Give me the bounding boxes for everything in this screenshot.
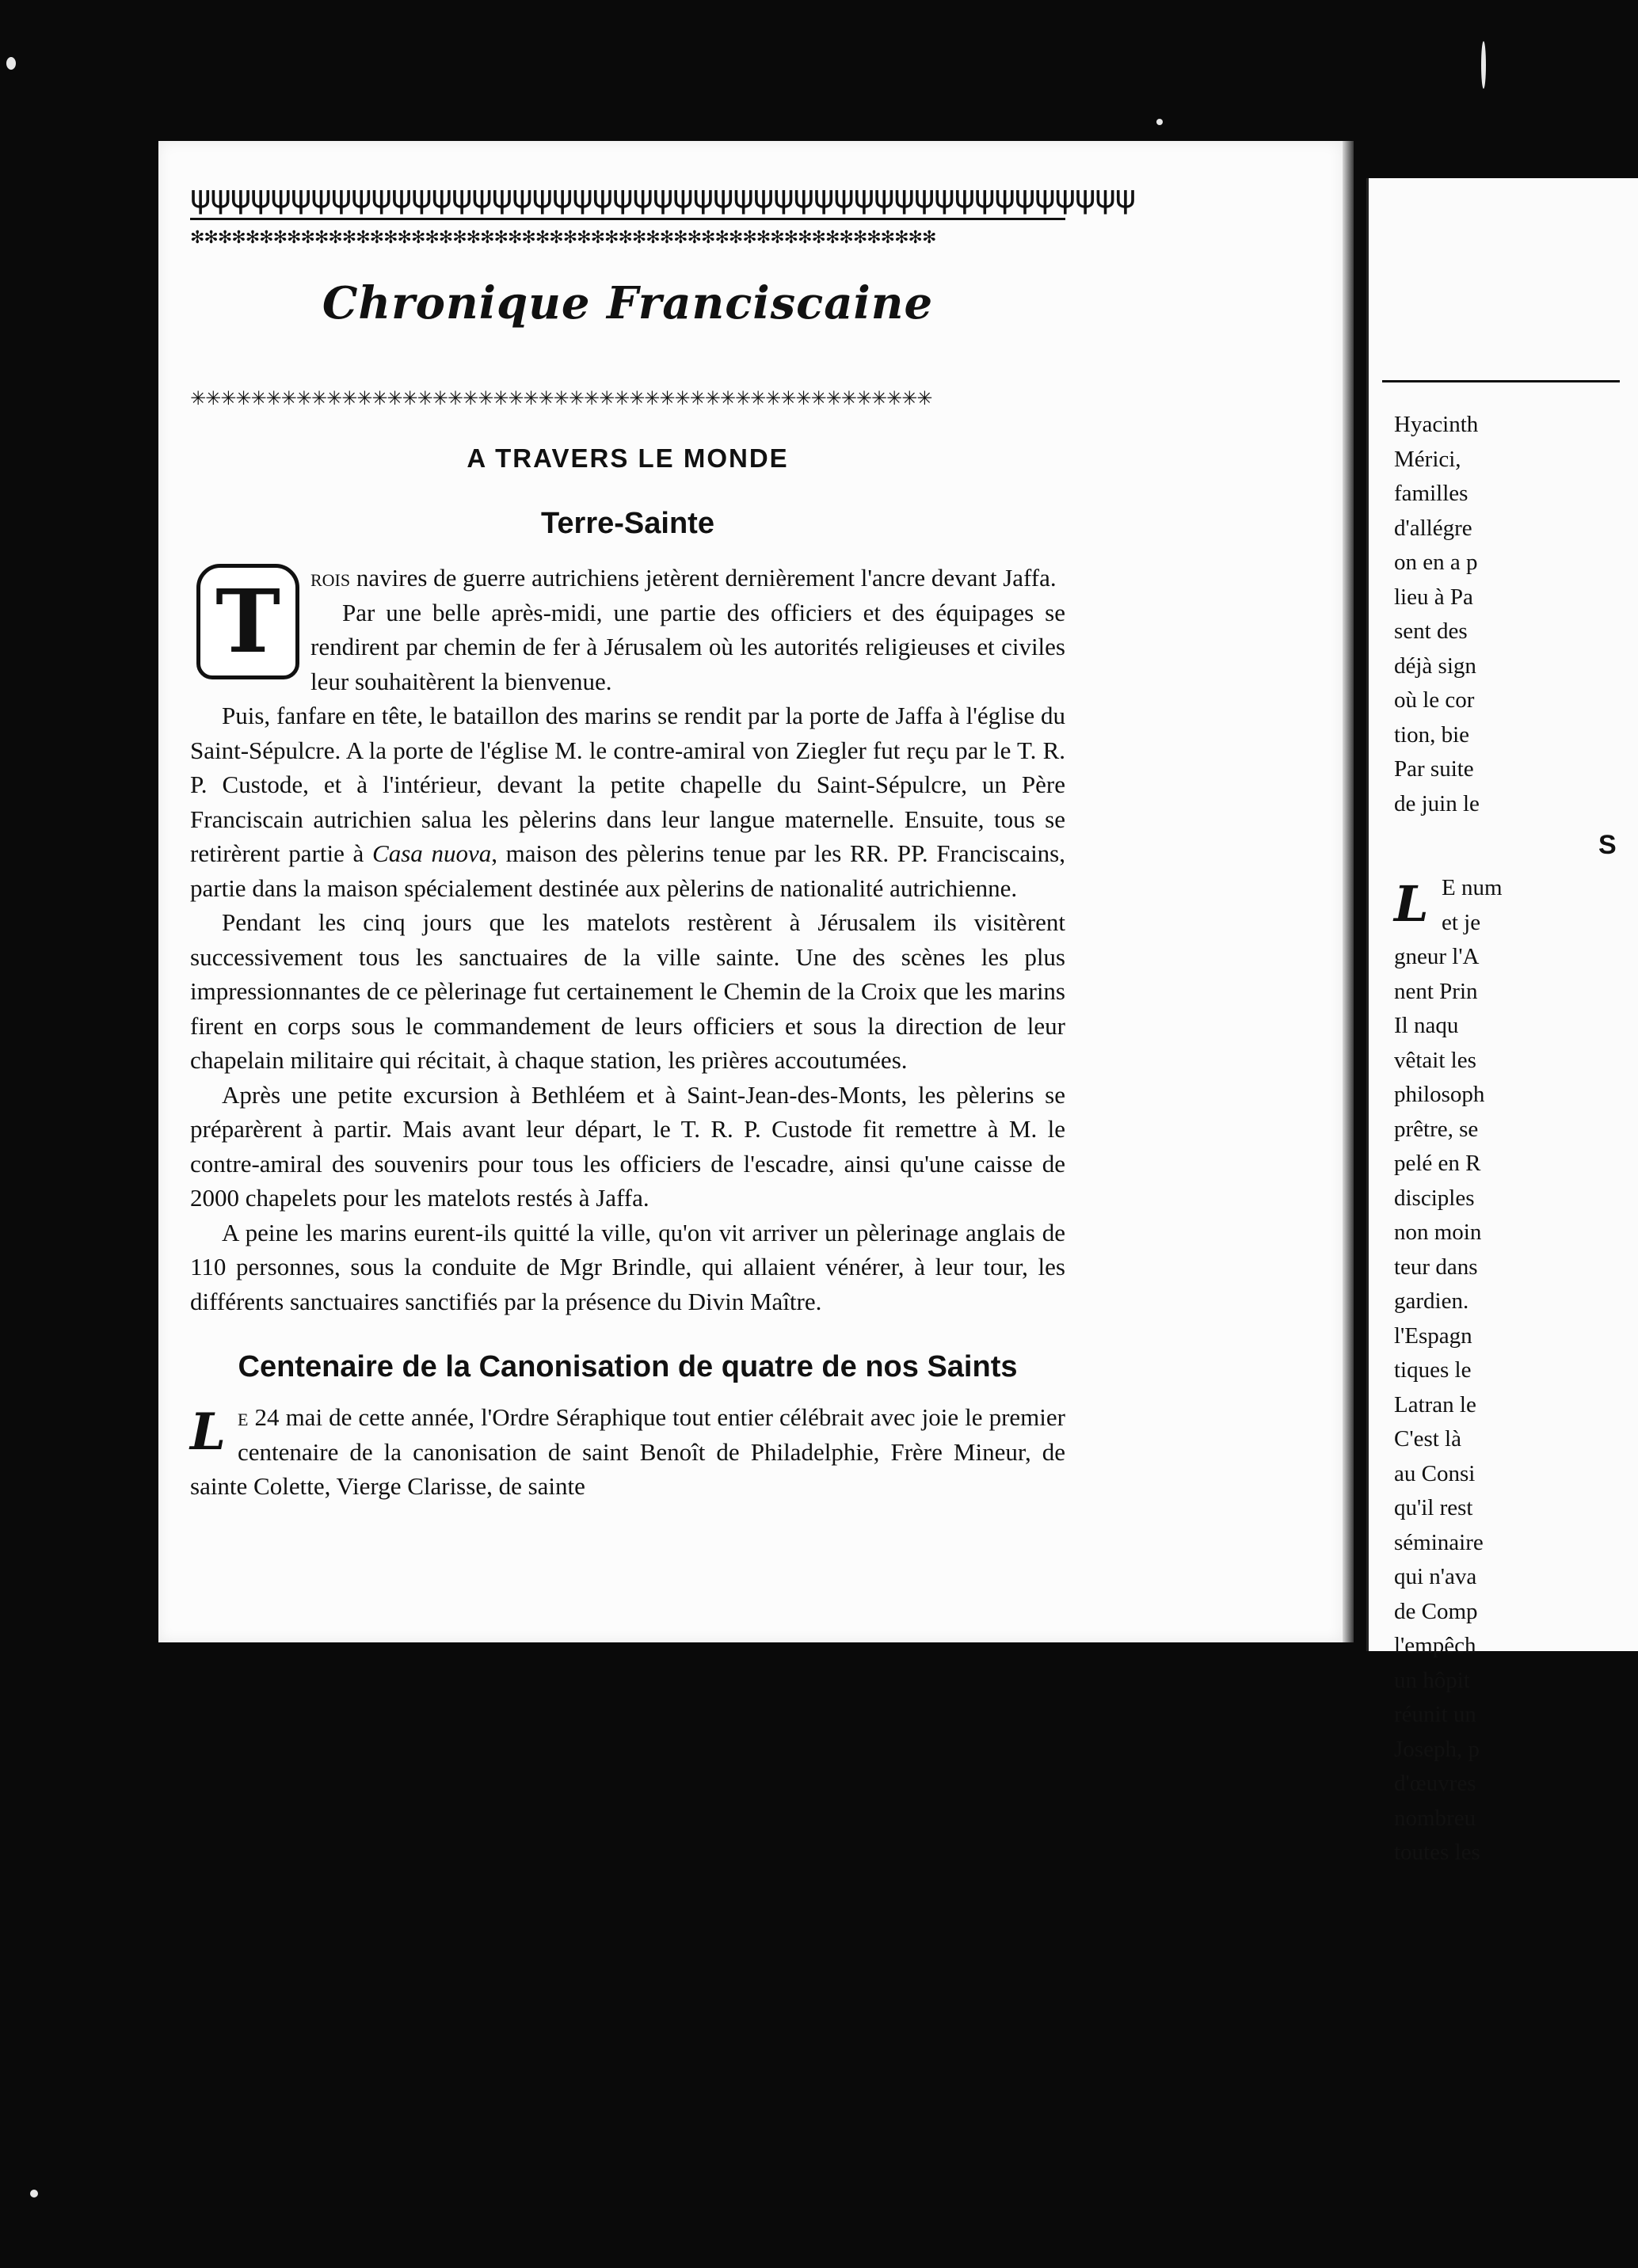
- scan-speck: [30, 2190, 38, 2198]
- right-page-line: gneur l'A: [1394, 944, 1480, 969]
- right-page-line: Il naqu: [1394, 1013, 1459, 1038]
- right-page-line: vêtait les: [1394, 1047, 1476, 1073]
- right-page-line: déjà sign: [1394, 653, 1476, 679]
- right-page-line: toutes les: [1394, 1840, 1480, 1865]
- section-heading-centenaire: Centenaire de la Canonisation de quatre de nos Saints: [238, 1350, 1018, 1383]
- right-page-line: qui n'ava: [1394, 1564, 1477, 1589]
- scan-speck: [1156, 119, 1163, 125]
- ornament-rule: [190, 218, 1065, 220]
- paragraph: [190, 1400, 1065, 1504]
- right-page-line: l'empêch: [1394, 1633, 1476, 1658]
- right-page-line: E num: [1442, 875, 1503, 900]
- right-page-line: un hôpit: [1394, 1667, 1470, 1693]
- section-heading: A TRAVERS LE MONDE: [467, 443, 789, 473]
- right-page-line: lieu à Pa: [1394, 584, 1473, 610]
- right-page-line: Joseph, p: [1394, 1736, 1480, 1762]
- right-page-line: où le cor: [1394, 687, 1475, 713]
- paragraph-text: 24 mai de cette année, l'Ordre Séraphique tout entier célébrait avec joie le premier centenaire de la canonisation de saint Benoît de Philadelphie, Frère Mineur, de sainte Colette, Vierge Clarisse, de sainte: [190, 1403, 1065, 1500]
- paragraph-opening: e: [238, 1403, 249, 1431]
- right-page-line: de Comp: [1394, 1598, 1478, 1624]
- right-page-line: séminaire: [1394, 1529, 1484, 1555]
- right-page-line: d'œuvres: [1394, 1771, 1476, 1796]
- paragraph-text: Puis, fanfare en tête, le bataillon des marins se rendit par la porte de Jaffa à l'église du Saint-Sépulcre. A la porte de l'église M. le contre-amiral von Ziegler fut reçu par le T. R. P. Custode, et à l'intérieur, devant la petite chapelle du Saint-Sépulcre, un Père Franciscain autrichien salua les pèlerins dans leur langue maternelle. Ensuite, tous se retirèrent partie à: [190, 702, 1065, 867]
- right-page-line: réunit un: [1394, 1702, 1476, 1727]
- paragraph: Pendant les cinq jours que les matelots restèrent à Jérusalem ils visitèrent successivement tous les sanctuaires de la ville sainte. Une des scènes les plus impressionnantes de ce pèlerinage fut certainement le Chemin de la Croix que les marins firent en corps sous le commandement de leurs officiers et sous la direction de leur chapelain militaire qui récitait, à chaque station, les prières accoutumées.: [190, 908, 1065, 1074]
- ornament-leaf-border: ψψψψψψψψψψψψψψψψψψψψψψψψψψψψψψψψψψψψψψψψψψψψψψψ: [190, 179, 1136, 215]
- right-page-line: C'est là: [1394, 1426, 1461, 1452]
- right-page-line: non moin: [1394, 1220, 1482, 1245]
- paragraph: [190, 561, 1065, 596]
- right-page-line: on en a p: [1394, 550, 1478, 575]
- italic-text: Casa nuova: [372, 839, 492, 867]
- paragraph: Après une petite excursion à Bethléem et à Saint-Jean-des-Monts, les pèlerins se préparèrent à partir. Mais avant leur départ, le T. R. P. Custode fit remettre à M. le contre-amiral des souvenirs pour tous les officiers de l'escadre, ainsi qu'une caisse de 2000 chapelets pour les matelots restés à Jaffa.: [190, 1080, 1065, 1212]
- paragraph-text: navires de guerre autrichiens jetèrent dernièrement l'ancre devant Jaffa.: [350, 564, 1057, 592]
- right-page-line: de juin le: [1394, 790, 1480, 816]
- dropcap-letter: T: [196, 564, 299, 679]
- right-page-line: tion, bie: [1394, 721, 1470, 748]
- paragraph: Par une belle après-midi, une partie des officiers et des équipages se rendirent par chemin de fer à Jérusalem où les autorités religieuses et civiles leur souhaitèrent la bienvenue.: [310, 598, 1065, 695]
- right-page-line: sent des: [1394, 618, 1468, 644]
- right-page-line: familles: [1394, 481, 1468, 506]
- dropcap-letter: L: [190, 1402, 226, 1462]
- paragraph-text: , maison des pèlerins tenue par les RR. PP. Franciscains, partie dans la maison spécialement destinée aux pèlerins de nationalité autrichienne.: [190, 839, 1065, 902]
- right-page-line: qu'il rest: [1394, 1495, 1473, 1520]
- right-page-line: disciples: [1394, 1185, 1475, 1211]
- paragraph: A peine les marins eurent-ils quitté la ville, qu'on vit arriver un pèlerinage anglais de 110 personnes, sous la conduite de Mgr Brindle, qui allaient vénérer, à leur tour, les différents sanctuaires sanctifiés par la présence du Divin Maître.: [190, 1218, 1065, 1315]
- article-centenaire: [190, 1400, 1065, 1504]
- right-page-line: Latran le: [1394, 1391, 1476, 1418]
- right-page-dropcap: L: [1394, 875, 1429, 933]
- right-page-text-bottom: [1394, 871, 1624, 1870]
- right-page-line: Mérici,: [1394, 446, 1461, 472]
- right-page-line: prêtre, se: [1394, 1116, 1479, 1142]
- right-page-line: l'Espagn: [1394, 1322, 1472, 1349]
- subsection-heading: Terre-Sainte: [541, 507, 714, 540]
- right-page-line: nombreu: [1394, 1805, 1476, 1831]
- right-page-line: au Consi: [1394, 1460, 1476, 1486]
- right-page-line: et je: [1442, 909, 1481, 935]
- page-edge-shadow: [1343, 141, 1354, 1642]
- right-page-text-top: [1394, 408, 1624, 821]
- right-page-rule: [1382, 380, 1620, 382]
- right-page-heading: S: [1598, 830, 1617, 860]
- article-terre-sainte: [190, 561, 1065, 1319]
- right-page-line: philosoph: [1394, 1082, 1485, 1107]
- paragraph: [190, 698, 1065, 905]
- right-page-line: nent Prin: [1394, 978, 1478, 1004]
- right-page-line: pelé en R: [1394, 1151, 1481, 1176]
- right-page-line: tiques le: [1394, 1357, 1472, 1383]
- right-page-line: d'allégre: [1394, 515, 1472, 541]
- right-page-line: Par suite: [1394, 756, 1474, 782]
- scan-speck: [1481, 41, 1486, 89]
- right-page-line: teur dans: [1394, 1254, 1478, 1280]
- dropcap-ornament: [190, 561, 301, 679]
- page-title: Chronique Franciscaine: [322, 277, 934, 329]
- scan-speck: [6, 57, 16, 70]
- right-page-line: Hyacinth: [1394, 412, 1479, 437]
- ornament-star-border: ✻✻✻✻✻✻✻✻✻✻✻✻✻✻✻✻✻✻✻✻✻✻✻✻✻✻✻✻✻✻✻✻✻✻✻✻✻✻✻✻✻✻✻✻✻✻✻✻✻✻✻✻✻✻: [190, 228, 936, 248]
- ornament-divider: ✳✳✳✳✳✳✳✳✳✳✳✳✳✳✳✳✳✳✳✳✳✳✳✳✳✳✳✳✳✳✳✳✳✳✳✳✳✳✳✳✳✳✳✳✳✳✳✳✳: [190, 387, 932, 409]
- right-page-line: gardien.: [1394, 1288, 1469, 1314]
- paragraph-opening: rois: [310, 564, 351, 592]
